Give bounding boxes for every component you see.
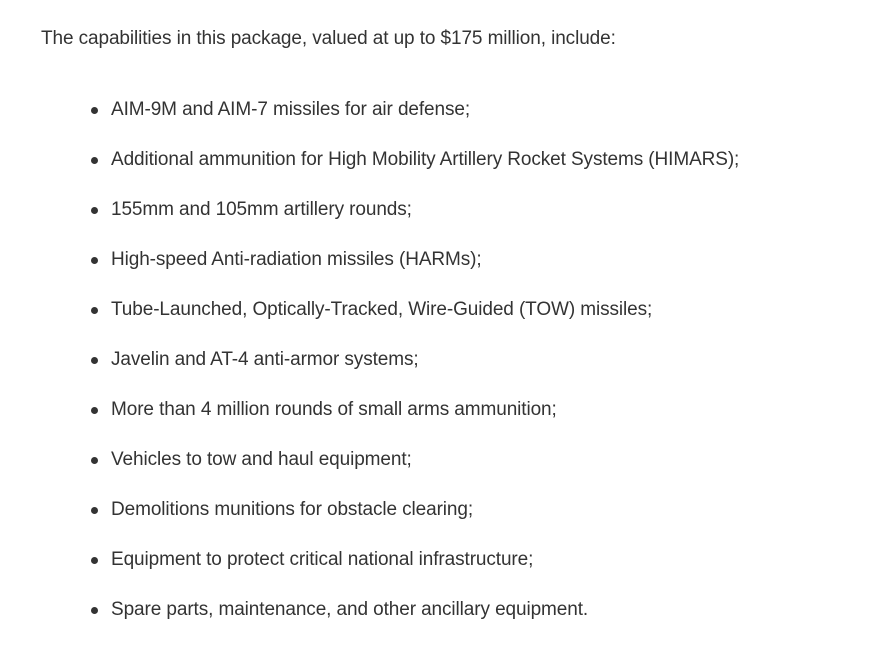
list-item-text: Spare parts, maintenance, and other ancillary equipment. bbox=[111, 599, 589, 620]
list-item bbox=[41, 147, 851, 197]
list-item-text: Demolitions munitions for obstacle clearing; bbox=[111, 499, 474, 520]
list-item bbox=[41, 297, 851, 347]
bullet-icon bbox=[91, 107, 98, 114]
bullet-icon bbox=[91, 257, 98, 264]
bullet-icon bbox=[91, 307, 98, 314]
list-item-text: More than 4 million rounds of small arms ammunition; bbox=[111, 399, 557, 420]
list-item-text: Tube-Launched, Optically-Tracked, Wire-Guided (TOW) missiles; bbox=[111, 299, 653, 320]
bullet-icon bbox=[91, 607, 98, 614]
bullet-icon bbox=[91, 157, 98, 164]
list-item bbox=[41, 547, 851, 597]
bullet-icon bbox=[91, 557, 98, 564]
list-item bbox=[41, 247, 851, 297]
list-item-text: AIM-9M and AIM-7 missiles for air defense; bbox=[111, 99, 471, 120]
bullet-icon bbox=[91, 407, 98, 414]
bullet-icon bbox=[91, 507, 98, 514]
bullet-icon bbox=[91, 457, 98, 464]
list-item bbox=[41, 447, 851, 497]
list-item-text: Vehicles to tow and haul equipment; bbox=[111, 449, 412, 470]
list-item bbox=[41, 497, 851, 547]
list-item-text: Javelin and AT-4 anti-armor systems; bbox=[111, 349, 419, 370]
article-body bbox=[41, 26, 851, 647]
list-item-text: High-speed Anti-radiation missiles (HARMs); bbox=[111, 249, 482, 270]
list-item-text: Equipment to protect critical national infrastructure; bbox=[111, 549, 534, 570]
list-item bbox=[41, 347, 851, 397]
list-item-text: Additional ammunition for High Mobility Artillery Rocket Systems (HIMARS); bbox=[111, 149, 740, 170]
bullet-icon bbox=[91, 207, 98, 214]
bullet-icon bbox=[91, 357, 98, 364]
list-item bbox=[41, 597, 851, 647]
list-item bbox=[41, 97, 851, 147]
capabilities-list bbox=[41, 97, 851, 647]
list-item bbox=[41, 397, 851, 447]
list-item-text: 155mm and 105mm artillery rounds; bbox=[111, 199, 412, 220]
list-item bbox=[41, 197, 851, 247]
intro-paragraph: The capabilities in this package, valued at up to $175 million, include: bbox=[41, 28, 616, 49]
